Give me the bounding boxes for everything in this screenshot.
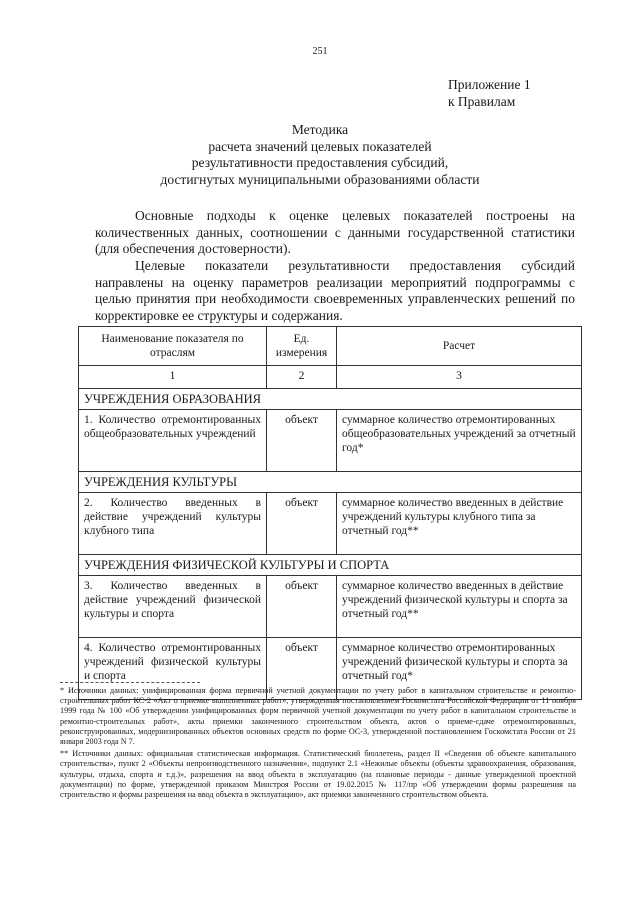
column-number: 1	[79, 366, 267, 389]
paragraph-2-text: Целевые показатели результативности предоставления субсидий направлены на оценку параметров реализации мероприятий подпрограммы с целью принятия при необходимости своевременных управленческих решений по корректировке ее структуры и содержания.	[95, 258, 575, 323]
header-indicator-name: Наименование показателя по отраслям	[79, 327, 267, 366]
column-number: 3	[337, 366, 582, 389]
section-row-education	[79, 389, 582, 410]
calculation: суммарное количество отремонтированных общеобразовательных учреждений за отчетный год*	[337, 410, 582, 472]
header-unit: Ед. измерения	[267, 327, 337, 366]
paragraph-1-text: Основные подходы к оценке целевых показателей построены на количественных данных, соотношении с данными государственной статистики (для обеспечения достоверности).	[95, 208, 575, 256]
column-number: 2	[267, 366, 337, 389]
header-calculation: Расчет	[337, 327, 582, 366]
indicator-name: 1. Количество отремонтированных общеобразовательных учреждений	[79, 410, 267, 472]
footnote-divider	[60, 682, 200, 683]
table-row	[79, 493, 582, 555]
page-number: 251	[312, 46, 328, 57]
footnotes	[60, 682, 576, 802]
table-header-row	[79, 327, 582, 366]
section-title: УЧРЕЖДЕНИЯ ФИЗИЧЕСКОЙ КУЛЬТУРЫ И СПОРТА	[79, 555, 582, 576]
indicator-name: 3. Количество введенных в действие учреждений физической культуры и спорта	[79, 576, 267, 638]
title-line-1: Методика	[291, 122, 349, 137]
document-title	[0, 122, 640, 188]
appendix-reference	[448, 76, 531, 110]
indicators-table	[78, 326, 582, 700]
section-title: УЧРЕЖДЕНИЯ КУЛЬТУРЫ	[79, 472, 582, 493]
appendix-line-2: к Правилам	[448, 94, 516, 109]
appendix-line-1: Приложение 1	[448, 77, 531, 92]
indicator-name: 4. Количество отремонтированных учреждений физической культуры и спорта	[79, 638, 267, 700]
unit: объект	[267, 576, 337, 638]
paragraph-2	[95, 258, 575, 324]
calculation: суммарное количество введенных в действие учреждений физической культуры и спорта за отчетный год**	[337, 576, 582, 638]
section-title: УЧРЕЖДЕНИЯ ОБРАЗОВАНИЯ	[79, 389, 582, 410]
unit: объект	[267, 638, 337, 700]
table-row	[79, 576, 582, 638]
calculation: суммарное количество введенных в действие учреждений культуры клубного типа за отчетный год**	[337, 493, 582, 555]
calculation: суммарное количество отремонтированных учреждений физической культуры и спорта за отчетный год*	[337, 638, 582, 700]
indicator-name: 2. Количество введенных в действие учреждений культуры клубного типа	[79, 493, 267, 555]
unit: объект	[267, 493, 337, 555]
section-row-sport	[79, 555, 582, 576]
unit: объект	[267, 410, 337, 472]
column-numbers-row	[79, 366, 582, 389]
footnote-1: * Источники данных: унифицированная форма первичной учетной документации по учету работ в капитальном строительстве и ремонтно-строительных работ КС-2 «Акт о приемке выполненных работ», утвержденная постановлением Госкомстата Российской Федерации от 11 ноября 1999 года № 100 «Об утверждении унифицированных форм первичной учетной документации по учету работ в капитальном строительстве и ремонтно-строительных работ», акты приемки законченного строительством объекта, актов о приеме-сдаче отремонтированных, реконструированных, модернизированных объектов основных средств по форме ОС-3, утвержденной постановлением Госкомстата России от 21 января 2003 года N 7.	[60, 686, 576, 747]
paragraph-1	[95, 208, 575, 258]
title-line-3: результативности предоставления субсидий,	[191, 155, 449, 170]
table-row	[79, 410, 582, 472]
footnote-2: ** Источники данных: официальная статистическая информация. Статистический бюллетень, раздел II «Сведения об объекте капитального строительства», пункт 2 «Объекты непроизводственного назначения», подпункт 2.1 «Нежилые объекты (объекты здравоохранения, образования, культуры, отдыха, спорта и т.д.)», разрешения на ввод объекта в эксплуатацию (на плановые периоды - данные утвержденной проектной документации) по форме, утвержденной приказом Минстроя России от 19.02.2015 № 117/пр «Об утверждении формы разрешения на строительство и формы разрешения на ввод объекта в эксплуатацию», акт приемки законченного строительством объекта.	[60, 749, 576, 800]
title-line-4: достигнутых муниципальными образованиями области	[160, 171, 480, 187]
title-line-2: расчета значений целевых показателей	[208, 138, 432, 154]
section-row-culture	[79, 472, 582, 493]
